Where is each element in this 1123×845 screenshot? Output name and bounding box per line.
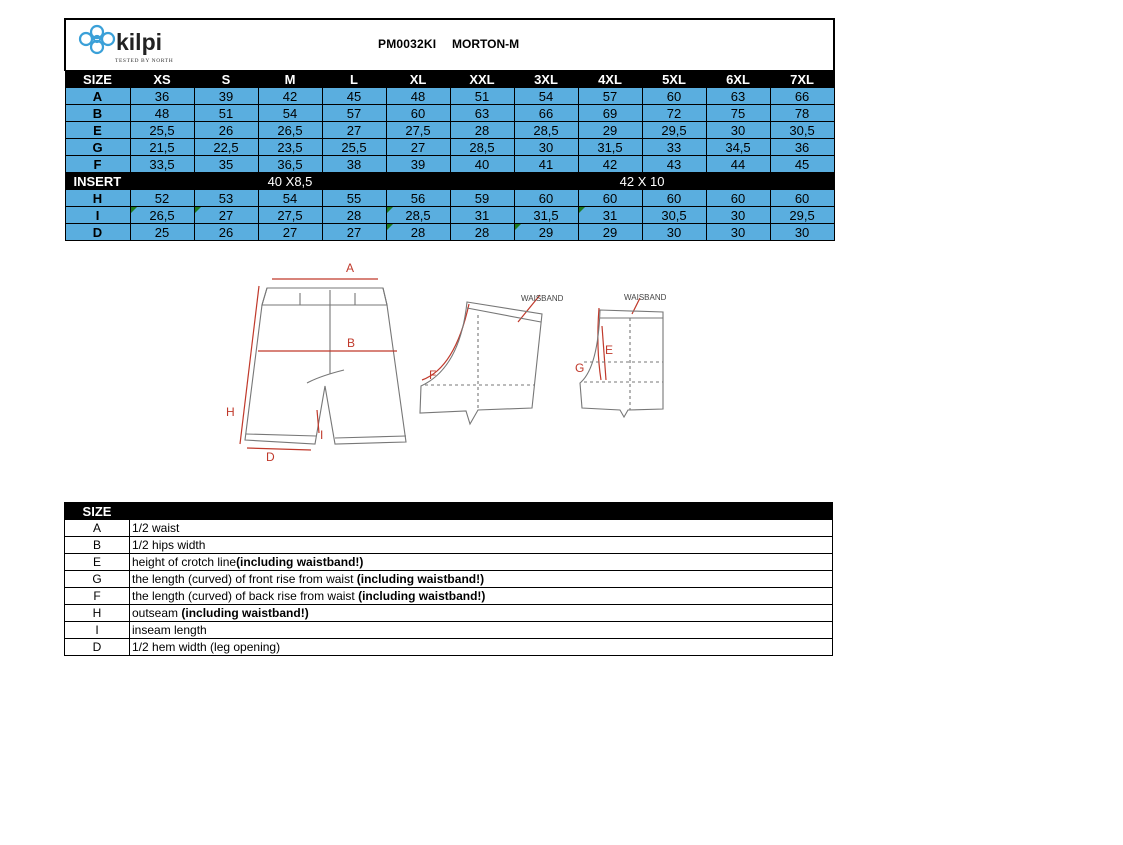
- value-cell: 26: [194, 224, 258, 241]
- size-row: [65, 88, 834, 105]
- legend-description: [130, 520, 833, 537]
- title-row: [65, 19, 834, 71]
- value-cell: 30: [642, 224, 706, 241]
- label-i: I: [320, 428, 324, 442]
- value-cell: 63: [450, 105, 514, 122]
- value-cell: 27,5: [386, 122, 450, 139]
- size-header-cell: S: [194, 71, 258, 88]
- value-cell: 45: [770, 156, 834, 173]
- value-cell: 30: [706, 224, 770, 241]
- value-cell: 40: [450, 156, 514, 173]
- svg-text:kilpi: kilpi: [116, 29, 163, 55]
- row-label: B: [65, 105, 130, 122]
- size-row: [65, 190, 834, 207]
- legend-text: 1/2 waist: [132, 520, 180, 535]
- value-cell: 57: [322, 105, 386, 122]
- value-cell: 42: [258, 88, 322, 105]
- value-cell: 23,5: [258, 139, 322, 156]
- size-row: [65, 105, 834, 122]
- value-cell: 28: [322, 207, 386, 224]
- legend-text: outseam: [132, 605, 182, 620]
- value-cell: 31,5: [514, 207, 578, 224]
- value-cell: 48: [386, 88, 450, 105]
- value-cell: 69: [578, 105, 642, 122]
- value-cell: 59: [450, 190, 514, 207]
- label-f: F: [429, 368, 437, 382]
- legend-description: [130, 622, 833, 639]
- value-cell: 33,5: [130, 156, 194, 173]
- legend-row: [65, 520, 833, 537]
- value-cell: 36,5: [258, 156, 322, 173]
- value-cell: 30,5: [642, 207, 706, 224]
- value-cell: 29: [578, 224, 642, 241]
- value-cell: 27: [322, 122, 386, 139]
- size-header-cell: 5XL: [642, 71, 706, 88]
- value-cell: 60: [642, 190, 706, 207]
- value-cell: 27,5: [258, 207, 322, 224]
- value-cell: 29,5: [770, 207, 834, 224]
- legend-text: the length (curved) of back rise from waist: [132, 588, 359, 603]
- value-cell: 56: [386, 190, 450, 207]
- legend-text: inseam length: [132, 622, 207, 637]
- row-label: D: [65, 224, 130, 241]
- value-cell: 60: [770, 190, 834, 207]
- size-row: [65, 207, 834, 224]
- legend-code: B: [65, 537, 130, 554]
- legend-text: 1/2 hips width: [132, 537, 206, 552]
- value-cell: 35: [194, 156, 258, 173]
- value-cell: 34,5: [706, 139, 770, 156]
- value-cell: 54: [258, 190, 322, 207]
- legend-text: 1/2 hem width (leg opening): [132, 639, 281, 654]
- legend-description: [130, 554, 833, 571]
- size-row: [65, 139, 834, 156]
- value-cell: 44: [706, 156, 770, 173]
- legend-description: [130, 605, 833, 622]
- value-cell: 30: [770, 224, 834, 241]
- value-cell: 54: [258, 105, 322, 122]
- value-cell: 60: [386, 105, 450, 122]
- insert-row: [65, 173, 834, 190]
- legend-bold-note: (including waistband!): [356, 571, 485, 586]
- row-label: H: [65, 190, 130, 207]
- value-cell: 72: [642, 105, 706, 122]
- value-cell: 27: [322, 224, 386, 241]
- value-cell: 33: [642, 139, 706, 156]
- value-cell: 60: [706, 190, 770, 207]
- value-cell: 55: [322, 190, 386, 207]
- value-cell: 27: [194, 207, 258, 224]
- value-cell: 39: [386, 156, 450, 173]
- value-cell: 66: [514, 105, 578, 122]
- legend-header-row: [65, 503, 833, 520]
- legend-bold-note: (including waistband!): [236, 554, 364, 569]
- value-cell: 45: [322, 88, 386, 105]
- value-cell: 28: [386, 224, 450, 241]
- value-cell: 66: [770, 88, 834, 105]
- size-header-cell: M: [258, 71, 322, 88]
- title-cell: [65, 19, 834, 71]
- legend-row: [65, 622, 833, 639]
- value-cell: 39: [194, 88, 258, 105]
- value-cell: 57: [578, 88, 642, 105]
- label-d: D: [266, 450, 275, 464]
- value-cell: 27: [258, 224, 322, 241]
- size-header-row: [65, 71, 834, 88]
- value-cell: 51: [450, 88, 514, 105]
- legend-description: [130, 639, 833, 656]
- value-cell: 21,5: [130, 139, 194, 156]
- row-label: F: [65, 156, 130, 173]
- value-cell: 31,5: [578, 139, 642, 156]
- value-cell: 27: [386, 139, 450, 156]
- value-cell: 26: [194, 122, 258, 139]
- size-row: [65, 224, 834, 241]
- value-cell: 63: [706, 88, 770, 105]
- value-cell: 25,5: [130, 122, 194, 139]
- value-cell: 28,5: [386, 207, 450, 224]
- legend-code: F: [65, 588, 130, 605]
- value-cell: 42: [578, 156, 642, 173]
- row-label: E: [65, 122, 130, 139]
- product-code: PM0032KI: [378, 37, 437, 51]
- label-e: E: [605, 343, 614, 357]
- waistband-label-front: WAISBAND: [624, 293, 667, 302]
- legend-header: SIZE: [65, 503, 130, 520]
- legend-row: [65, 639, 833, 656]
- size-header-cell: 7XL: [770, 71, 834, 88]
- value-cell: 26,5: [258, 122, 322, 139]
- value-cell: 36: [770, 139, 834, 156]
- product-name: MORTON-M: [452, 37, 520, 51]
- shorts-measurement-diagram: [220, 258, 680, 464]
- value-cell: 60: [578, 190, 642, 207]
- label-b: B: [347, 336, 356, 350]
- value-cell: 26,5: [130, 207, 194, 224]
- label-h: H: [226, 405, 235, 419]
- legend-row: [65, 605, 833, 622]
- size-header-cell: L: [322, 71, 386, 88]
- value-cell: 25,5: [322, 139, 386, 156]
- kilpi-logo: [75, 23, 175, 65]
- legend-code: G: [65, 571, 130, 588]
- shorts-front-view: [245, 288, 406, 444]
- size-header-label: SIZE: [65, 71, 130, 88]
- value-cell: 75: [706, 105, 770, 122]
- legend-row: [65, 571, 833, 588]
- value-cell: 38: [322, 156, 386, 173]
- value-cell: 31: [578, 207, 642, 224]
- legend-bold-note: (including waistband!): [358, 588, 486, 603]
- size-header-cell: XS: [130, 71, 194, 88]
- insert-value-1: 40 X8,5: [130, 173, 450, 190]
- value-cell: 60: [642, 88, 706, 105]
- insert-label: INSERT: [65, 173, 130, 190]
- legend-code: A: [65, 520, 130, 537]
- legend-description: [130, 588, 833, 605]
- value-cell: 78: [770, 105, 834, 122]
- legend-code: E: [65, 554, 130, 571]
- value-cell: 25: [130, 224, 194, 241]
- legend-description: [130, 571, 833, 588]
- value-cell: 30: [706, 207, 770, 224]
- value-cell: 28: [450, 122, 514, 139]
- label-a: A: [346, 261, 355, 275]
- value-cell: 30: [514, 139, 578, 156]
- value-cell: 28,5: [514, 122, 578, 139]
- size-header-cell: 4XL: [578, 71, 642, 88]
- size-row: [65, 122, 834, 139]
- value-cell: 29: [514, 224, 578, 241]
- size-header-cell: XXL: [450, 71, 514, 88]
- value-cell: 29,5: [642, 122, 706, 139]
- row-label: G: [65, 139, 130, 156]
- value-cell: 29: [578, 122, 642, 139]
- size-header-cell: 3XL: [514, 71, 578, 88]
- legend-description: [130, 537, 833, 554]
- value-cell: 54: [514, 88, 578, 105]
- value-cell: 28,5: [450, 139, 514, 156]
- value-cell: 30,5: [770, 122, 834, 139]
- measurement-legend-table: [64, 502, 833, 656]
- legend-code: I: [65, 622, 130, 639]
- value-cell: 53: [194, 190, 258, 207]
- size-chart-table: [64, 18, 835, 241]
- row-label: I: [65, 207, 130, 224]
- legend-row: [65, 537, 833, 554]
- svg-text:TESTED BY NORTH: TESTED BY NORTH: [115, 58, 174, 64]
- legend-row: [65, 588, 833, 605]
- value-cell: 30: [706, 122, 770, 139]
- legend-code: D: [65, 639, 130, 656]
- value-cell: 41: [514, 156, 578, 173]
- waistband-label-back: WAISBAND: [521, 294, 564, 303]
- size-row: [65, 156, 834, 173]
- label-g: G: [575, 361, 585, 375]
- row-label: A: [65, 88, 130, 105]
- value-cell: 28: [450, 224, 514, 241]
- value-cell: 51: [194, 105, 258, 122]
- value-cell: 48: [130, 105, 194, 122]
- insert-value-2: 42 X 10: [450, 173, 834, 190]
- legend-row: [65, 554, 833, 571]
- value-cell: 36: [130, 88, 194, 105]
- legend-text: height of crotch line: [132, 554, 237, 569]
- value-cell: 60: [514, 190, 578, 207]
- value-cell: 52: [130, 190, 194, 207]
- size-header-cell: 6XL: [706, 71, 770, 88]
- legend-code: H: [65, 605, 130, 622]
- legend-bold-note: (including waistband!): [181, 605, 309, 620]
- size-header-cell: XL: [386, 71, 450, 88]
- legend-text: the length (curved) of front rise from waist: [132, 571, 357, 586]
- value-cell: 43: [642, 156, 706, 173]
- value-cell: 22,5: [194, 139, 258, 156]
- value-cell: 31: [450, 207, 514, 224]
